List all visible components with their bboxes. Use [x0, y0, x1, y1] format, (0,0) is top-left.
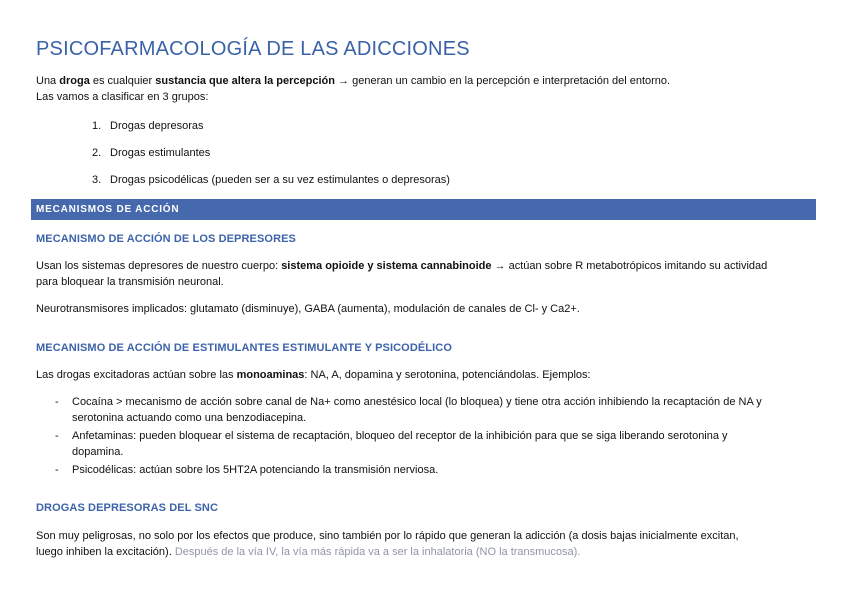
bullet-dash: -	[55, 464, 59, 476]
estimulantes-text: Las drogas excitadoras actúan sobre las	[36, 369, 237, 381]
list-number: 1.	[92, 120, 102, 132]
list-item	[92, 145, 210, 161]
depresores-line-2: para bloquear la transmisión neuronal.	[36, 276, 224, 288]
snc-line-2	[36, 544, 816, 560]
bullet-line: Anfetaminas: pueden bloquear el sistema de recaptación, bloqueo del receptor de la inhibición para que se siga liberando serotonina y	[72, 430, 728, 442]
estimulantes-bold: monoaminas	[236, 369, 305, 381]
list-label: Drogas psicodélicas (pueden ser a su vez estimulantes o depresoras)	[110, 174, 450, 186]
depresores-line-1	[36, 258, 816, 274]
bullet-line: serotonina actuando como una benzodiacepina.	[72, 412, 307, 424]
intro-line-1	[36, 73, 816, 89]
list-item	[92, 118, 204, 134]
page-title: PSICOFARMACOLOGÍA DE LAS ADICCIONES	[36, 38, 470, 60]
bullet-dash: -	[55, 396, 59, 408]
depresores-text: Usan los sistemas depresores de nuestro cuerpo:	[36, 260, 282, 272]
depresores-text: → actúan sobre R metabotrópicos imitando su actividad	[491, 260, 768, 272]
bullet-line: Psicodélicas: actúan sobre los 5HT2A potenciando la transmisión nerviosa.	[72, 464, 439, 476]
estimulantes-text: : NA, A, dopamina y serotonina, potenciándolas. Ejemplos:	[304, 369, 591, 381]
intro-bold-definition: sustancia que altera la percepción	[155, 75, 335, 87]
depresores-bold: sistema opioide y sistema cannabinoide	[281, 260, 492, 272]
bullet-dash: -	[55, 430, 59, 442]
snc-text: luego inhiben la excitación).	[36, 546, 175, 558]
estimulantes-paragraph	[36, 367, 816, 383]
depresores-heading: MECANISMO DE ACCIÓN DE LOS DEPRESORES	[36, 233, 296, 245]
snc-paragraph	[36, 528, 816, 560]
bullet-text	[72, 428, 817, 460]
snc-line-1: Son muy peligrosas, no solo por los efectos que produce, sino también por lo rápido que generan la adicción (a dosis bajas inicialmente excitan,	[36, 530, 739, 542]
intro-text: → generan un cambio en la percepción e interpretación del entorno.	[335, 75, 671, 87]
estimulantes-heading: MECANISMO DE ACCIÓN DE ESTIMULANTES ESTIMULANTE Y PSICODÉLICO	[36, 342, 452, 354]
bullet-line: dopamina.	[72, 446, 124, 458]
snc-heading: DROGAS DEPRESORAS DEL SNC	[36, 502, 218, 514]
intro-bold-term: droga	[59, 75, 90, 87]
list-number: 3.	[92, 174, 102, 186]
intro-paragraph	[36, 73, 816, 105]
snc-muted-text: Después de la vía IV, la vía más rápida va a ser la inhalatoria (NO la transmucosa).	[174, 546, 581, 558]
intro-line-2: Las vamos a clasificar en 3 grupos:	[36, 91, 209, 103]
intro-text: Una	[36, 75, 60, 87]
bullet-line: Cocaína > mecanismo de acción sobre canal de Na+ como anestésico local (lo bloquea) y tiene otra acción inhibiendo la recaptación de NA y	[72, 396, 762, 408]
intro-text: es cualquier	[89, 75, 156, 87]
bullet-text	[72, 462, 817, 478]
bullet-text	[72, 394, 817, 426]
neurotransmisores-paragraph: Neurotransmisores implicados: glutamato (disminuye), GABA (aumenta), modulación de canales de Cl- y Ca2+.	[36, 303, 580, 315]
depresores-paragraph	[36, 258, 816, 290]
list-item	[92, 172, 450, 188]
list-label: Drogas depresoras	[110, 120, 204, 132]
section-band: MECANISMOS DE ACCIÓN	[31, 199, 816, 220]
list-number: 2.	[92, 147, 102, 159]
list-label: Drogas estimulantes	[110, 147, 211, 159]
